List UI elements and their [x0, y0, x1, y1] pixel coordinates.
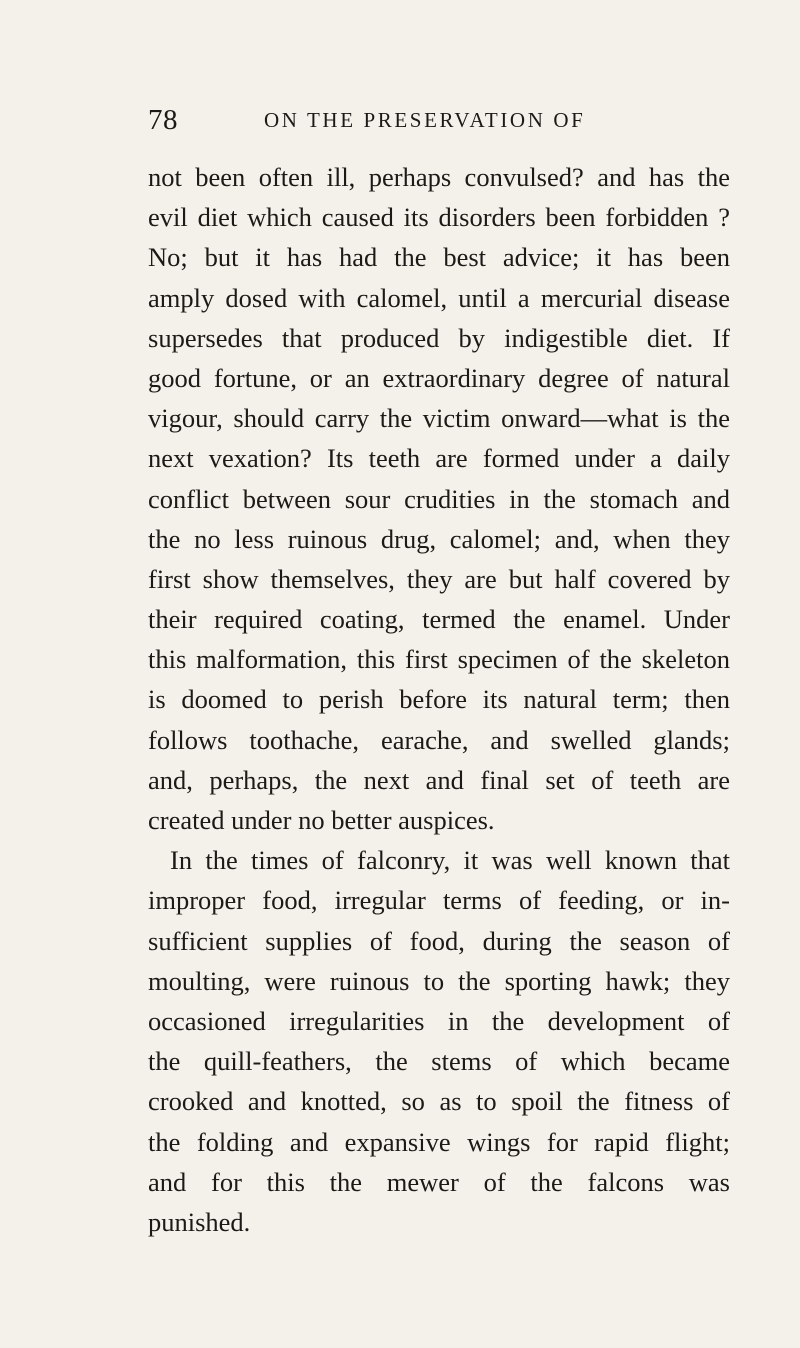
text-line: crooked and knotted, so as to spoil the fitness of [148, 1086, 730, 1117]
text-line: evil diet which caused its disorders been forbidden ? [148, 202, 730, 233]
text-line: the no less ruinous drug, calomel; and, when they [148, 523, 730, 554]
text-line: not been often ill, perhaps convulsed? and has the [148, 162, 730, 192]
running-head [148, 104, 730, 144]
text-line: and, perhaps, the next and final set of teeth are [148, 764, 730, 795]
running-title: ON THE PRESERVATION OF [264, 108, 586, 132]
text-line: next vexation? Its teeth are formed under a daily [148, 443, 730, 474]
paragraph-end-line: created under no better auspices. [148, 805, 495, 835]
text-line: this malformation, this first specimen of the skeleton [148, 644, 730, 675]
text-line: is doomed to perish before its natural term; then [148, 684, 730, 715]
text-line: amply dosed with calomel, until a mercurial disease [148, 282, 730, 313]
text-line: good fortune, or an extraordinary degree of natural [148, 362, 730, 393]
text-line: the quill-feathers, the stems of which became [148, 1046, 730, 1077]
text-line: and for this the mewer of the falcons was [148, 1166, 730, 1197]
text-line: conflict between sour crudities in the stomach and [148, 483, 730, 514]
body-text [148, 157, 730, 1242]
text-line: supersedes that produced by indigestible diet. If [148, 322, 730, 353]
text-line: sufficient supplies of food, during the season of [148, 925, 730, 956]
paragraph-start-line: In the times of falconry, it was well known that [170, 845, 730, 876]
text-line: vigour, should carry the victim onward—what is the [148, 403, 730, 434]
text-line: No; but it has had the best advice; it has been [148, 242, 730, 273]
text-line: follows toothache, earache, and swelled glands; [148, 724, 730, 755]
text-line: the folding and expansive wings for rapid flight; [148, 1126, 730, 1157]
text-line: first show themselves, they are but half covered by [148, 563, 730, 594]
paragraph-end-line: punished. [148, 1206, 251, 1237]
page-number: 78 [148, 104, 178, 136]
text-line: moulting, were ruinous to the sporting hawk; they [148, 965, 730, 996]
text-line: improper food, irregular terms of feeding, or in- [148, 885, 730, 916]
text-line: occasioned irregularities in the development of [148, 1005, 730, 1036]
text-line: their required coating, termed the enamel. Under [148, 604, 730, 635]
